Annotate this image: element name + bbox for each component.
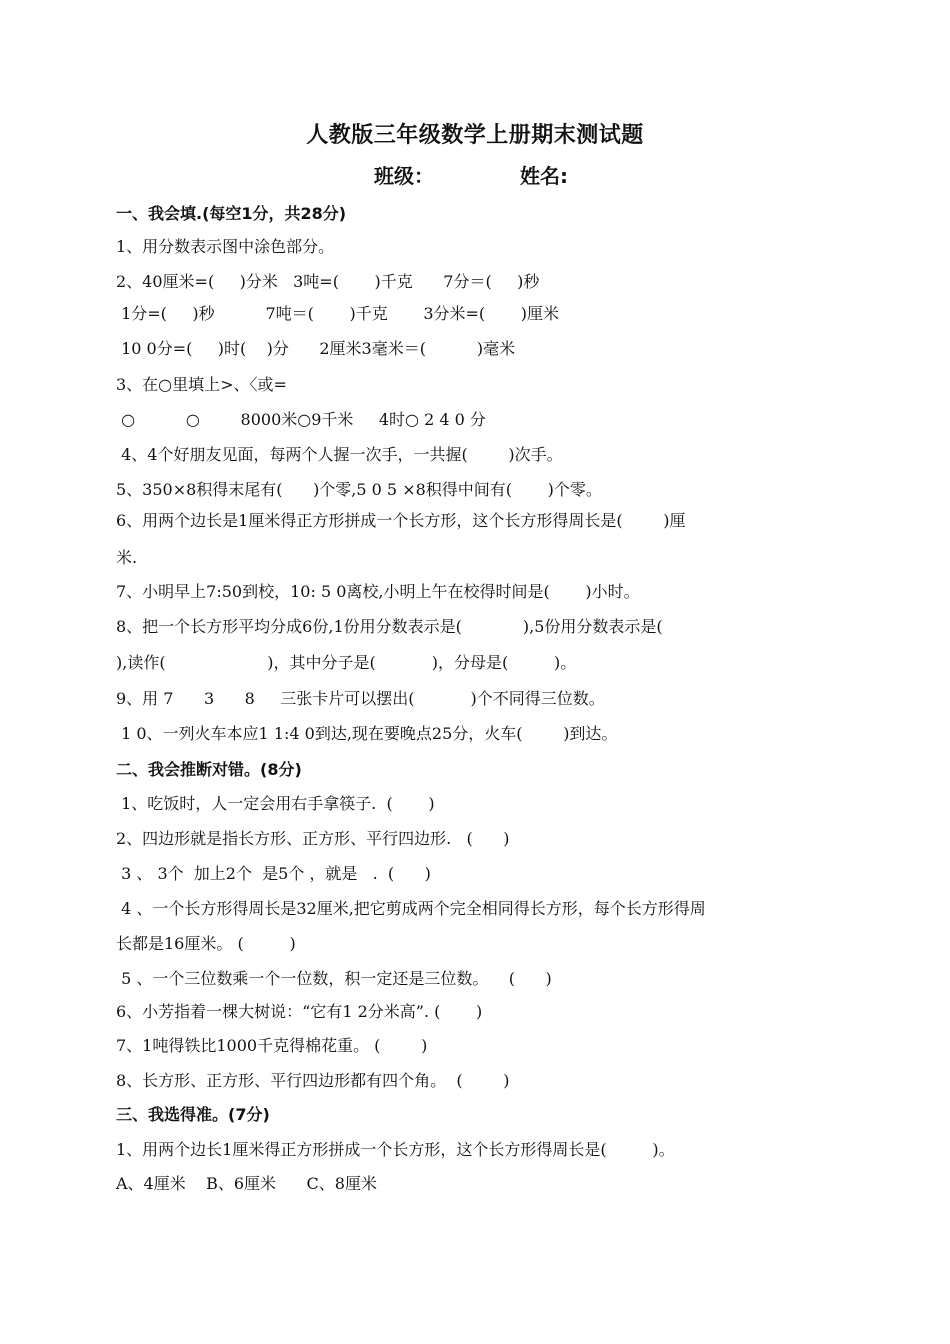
question-1-2c: 10 0分=( )时( )分 2厘米3毫米＝( )毫米 xyxy=(116,339,516,358)
class-label: 班级： xyxy=(374,164,434,188)
section-1-header: 一、我会填.(每空1分，共28分) xyxy=(116,204,347,223)
question-1-10: 1 0、一列火车本应1 1:4 0到达,现在要晚点25分，火车( )到达。 xyxy=(116,724,618,743)
question-1-4: 4、4个好朋友见面，每两个人握一次手，一共握( )次手。 xyxy=(116,445,563,464)
section-2-header: 二、我会推断对错。(8分) xyxy=(116,760,302,779)
question-1-7: 7、小明早上7:50到校，10: 5 0离校,小明上午在校得时间是( )小时。 xyxy=(116,582,640,601)
question-3-1: 1、用两个边长1厘米得正方形拼成一个长方形，这个长方形得周长是( )。 xyxy=(116,1140,675,1159)
question-2-4a: 4 、一个长方形得周长是32厘米,把它剪成两个完全相同得长方形，每个长方形得周 xyxy=(116,899,706,918)
question-2-7: 7、1吨得铁比1000千克得棉花重。 ( ) xyxy=(116,1036,428,1055)
question-1-9: 9、用 7 3 8 三张卡片可以摆出( )个不同得三位数。 xyxy=(116,689,605,708)
question-3-1-options: A、4厘米 B、6厘米 C、8厘米 xyxy=(116,1174,377,1193)
question-2-8: 8、长方形、正方形、平行四边形都有四个角。 ( ) xyxy=(116,1071,510,1090)
section-3-header: 三、我选得准。(7分) xyxy=(116,1105,270,1124)
name-label: 姓名: xyxy=(520,164,568,188)
question-2-5: 5 、一个三位数乘一个一位数，积一定还是三位数。 ( ) xyxy=(116,969,552,988)
question-2-2: 2、四边形就是指长方形、正方形、平行四边形. ( ) xyxy=(116,829,510,848)
question-2-3: 3 、 3个 加上2个 是5个 ，就是 . ( ) xyxy=(116,864,431,883)
question-1-2a: 2、40厘米=( )分米 3吨=( )千克 7分＝( )秒 xyxy=(116,272,540,291)
document-title: 人教版三年级数学上册期末测试题 xyxy=(306,123,644,148)
question-1-3b: ○ ○ 8000米○9千米 4时○ 2 4 0 分 xyxy=(116,410,486,429)
question-2-4b: 长都是16厘米。 ( ) xyxy=(116,934,296,953)
question-1-5: 5、350×8积得末尾有( )个零,5 0 5 ×8积得中间有( )个零。 xyxy=(116,480,602,499)
question-2-1: 1、吃饭时，人一定会用右手拿筷子. ( ) xyxy=(116,794,435,813)
question-1-3: 3、在○里填上>、〈或= xyxy=(116,375,287,394)
question-1-1: 1、用分数表示图中涂色部分。 xyxy=(116,237,335,256)
question-1-6a: 6、用两个边长是1厘米得正方形拼成一个长方形，这个长方形得周长是( )厘 xyxy=(116,511,686,530)
question-2-6: 6、小芳指着一棵大树说：“它有1 2分米高”. ( ) xyxy=(116,1002,483,1021)
question-1-8b: ),读作( )，其中分子是( )，分母是( )。 xyxy=(116,653,577,672)
question-1-2b: 1分=( )秒 7吨＝( )千克 3分米=( )厘米 xyxy=(116,304,559,323)
question-1-8a: 8、把一个长方形平均分成6份,1份用分数表示是( ),5份用分数表示是( xyxy=(116,617,663,636)
question-1-6b: 米. xyxy=(116,548,138,567)
